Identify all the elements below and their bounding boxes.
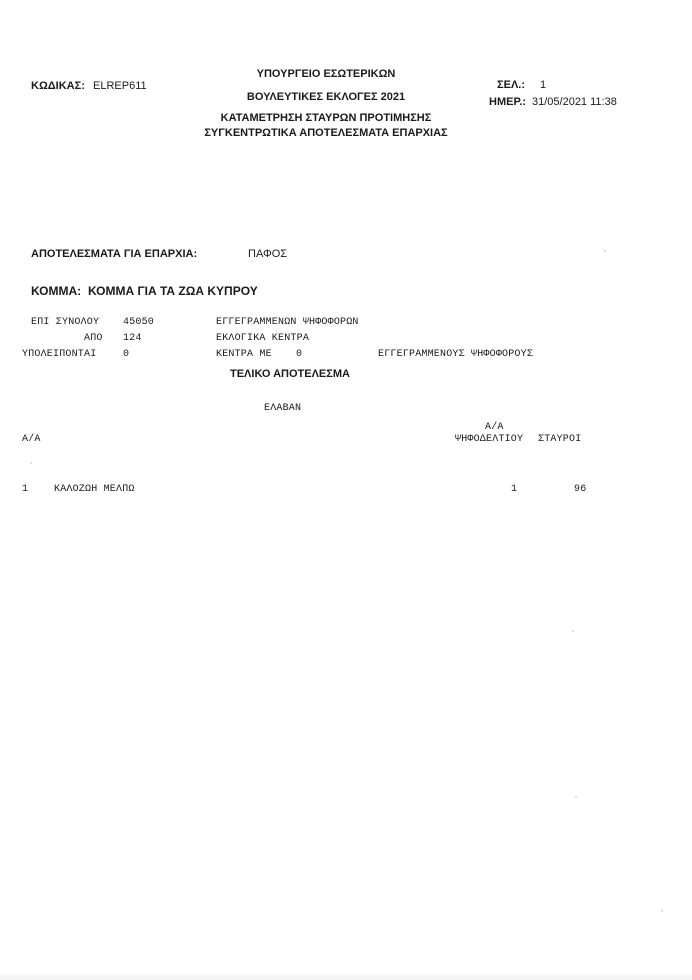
ministry-title: ΥΠΟΥΡΓΕΙΟ ΕΣΩΤΕΡΙΚΩΝ [256,68,396,80]
row-name: ΚΑΛΟΖΩΗ ΜΕΛΠΩ [54,484,135,495]
stats-total-label: ΕΠΙ ΣΥΝΟΛΟΥ [31,317,100,328]
stats-centers-label: ΚΕΝΤΡΑ ΜΕ [216,349,272,360]
stats-total-desc: ΕΓΓΕΓΡΑΜΜΕΝΩΝ ΨΗΦΟΦΟΡΩΝ [216,317,359,328]
stats-centers-value: 0 [296,349,303,360]
code-label: ΚΩΔΙΚΑΣ: [31,80,85,92]
report-title: ΚΑΤΑΜΕΤΡΗΣΗ ΣΤΑΥΡΩΝ ΠΡΟΤΙΜΗΣΗΣ [220,112,432,124]
stats-registered-label: ΕΓΓΕΓΡΑΜΜΕΝΟΥΣ ΨΗΦΟΦΟΡΟΥΣ [378,349,534,360]
election-title: ΒΟΥΛΕΥΤΙΚΕΣ ΕΚΛΟΓΕΣ 2021 [246,91,406,103]
row-ballot: 1 [511,484,518,495]
page-number: 1 [540,79,547,91]
stats-from-value: 124 [123,333,142,344]
stats-from-label: ΑΠΟ [84,333,103,344]
district-label: ΑΠΟΤΕΛΕΣΜΑΤΑ ΓΙΑ ΕΠΑΡΧΙΑ: [31,248,198,260]
stats-total-value: 45050 [123,317,155,328]
col-crosses-header: ΣΤΑΥΡΟΙ [538,434,582,445]
code-value: ELREP611 [93,80,147,92]
scan-speck [572,630,574,632]
scan-speck [661,910,663,912]
row-crosses: 96 [574,484,587,495]
row-index: 1 [22,484,29,495]
page-label: ΣΕΛ.: [497,79,525,91]
stats-remaining-value: 0 [123,349,130,360]
scan-speck [604,250,606,252]
scan-bottom-edge [0,972,692,980]
party-label: ΚΟΜΜΑ: [31,284,82,298]
party-value: ΚΟΜΜΑ ΓΙΑ ΤΑ ΖΩΑ ΚΥΠΡΟΥ [88,284,258,298]
scan-speck [575,796,577,798]
final-result-title: ΤΕΛΙΚΟ ΑΠΟΤΕΛΕΣΜΑ [230,368,350,380]
report-subtitle: ΣΥΓΚΕΝΤΡΩΤΙΚΑ ΑΠΟΤΕΛΕΣΜΑΤΑ ΕΠΑΡΧΙΑΣ [204,127,448,139]
col-ballot-header: ΨΗΦΟΔΕΛΤΙΟΥ [455,434,524,445]
scan-speck [30,462,32,464]
col-ballot-top-header: Α/Α [485,422,504,433]
col-index-header: Α/Α [22,434,41,445]
stats-remaining-label: ΥΠΟΛΕΙΠΟΝΤΑΙ [22,349,97,360]
district-value: ΠΑΦΟΣ [248,248,288,260]
received-label: ΕΛΑΒΑΝ [264,403,302,414]
date-label: ΗΜΕΡ.: [489,96,527,108]
stats-from-desc: ΕΚΛΟΓΙΚΑ ΚΕΝΤΡΑ [216,333,310,344]
date-value: 31/05/2021 11:38 [532,96,617,108]
